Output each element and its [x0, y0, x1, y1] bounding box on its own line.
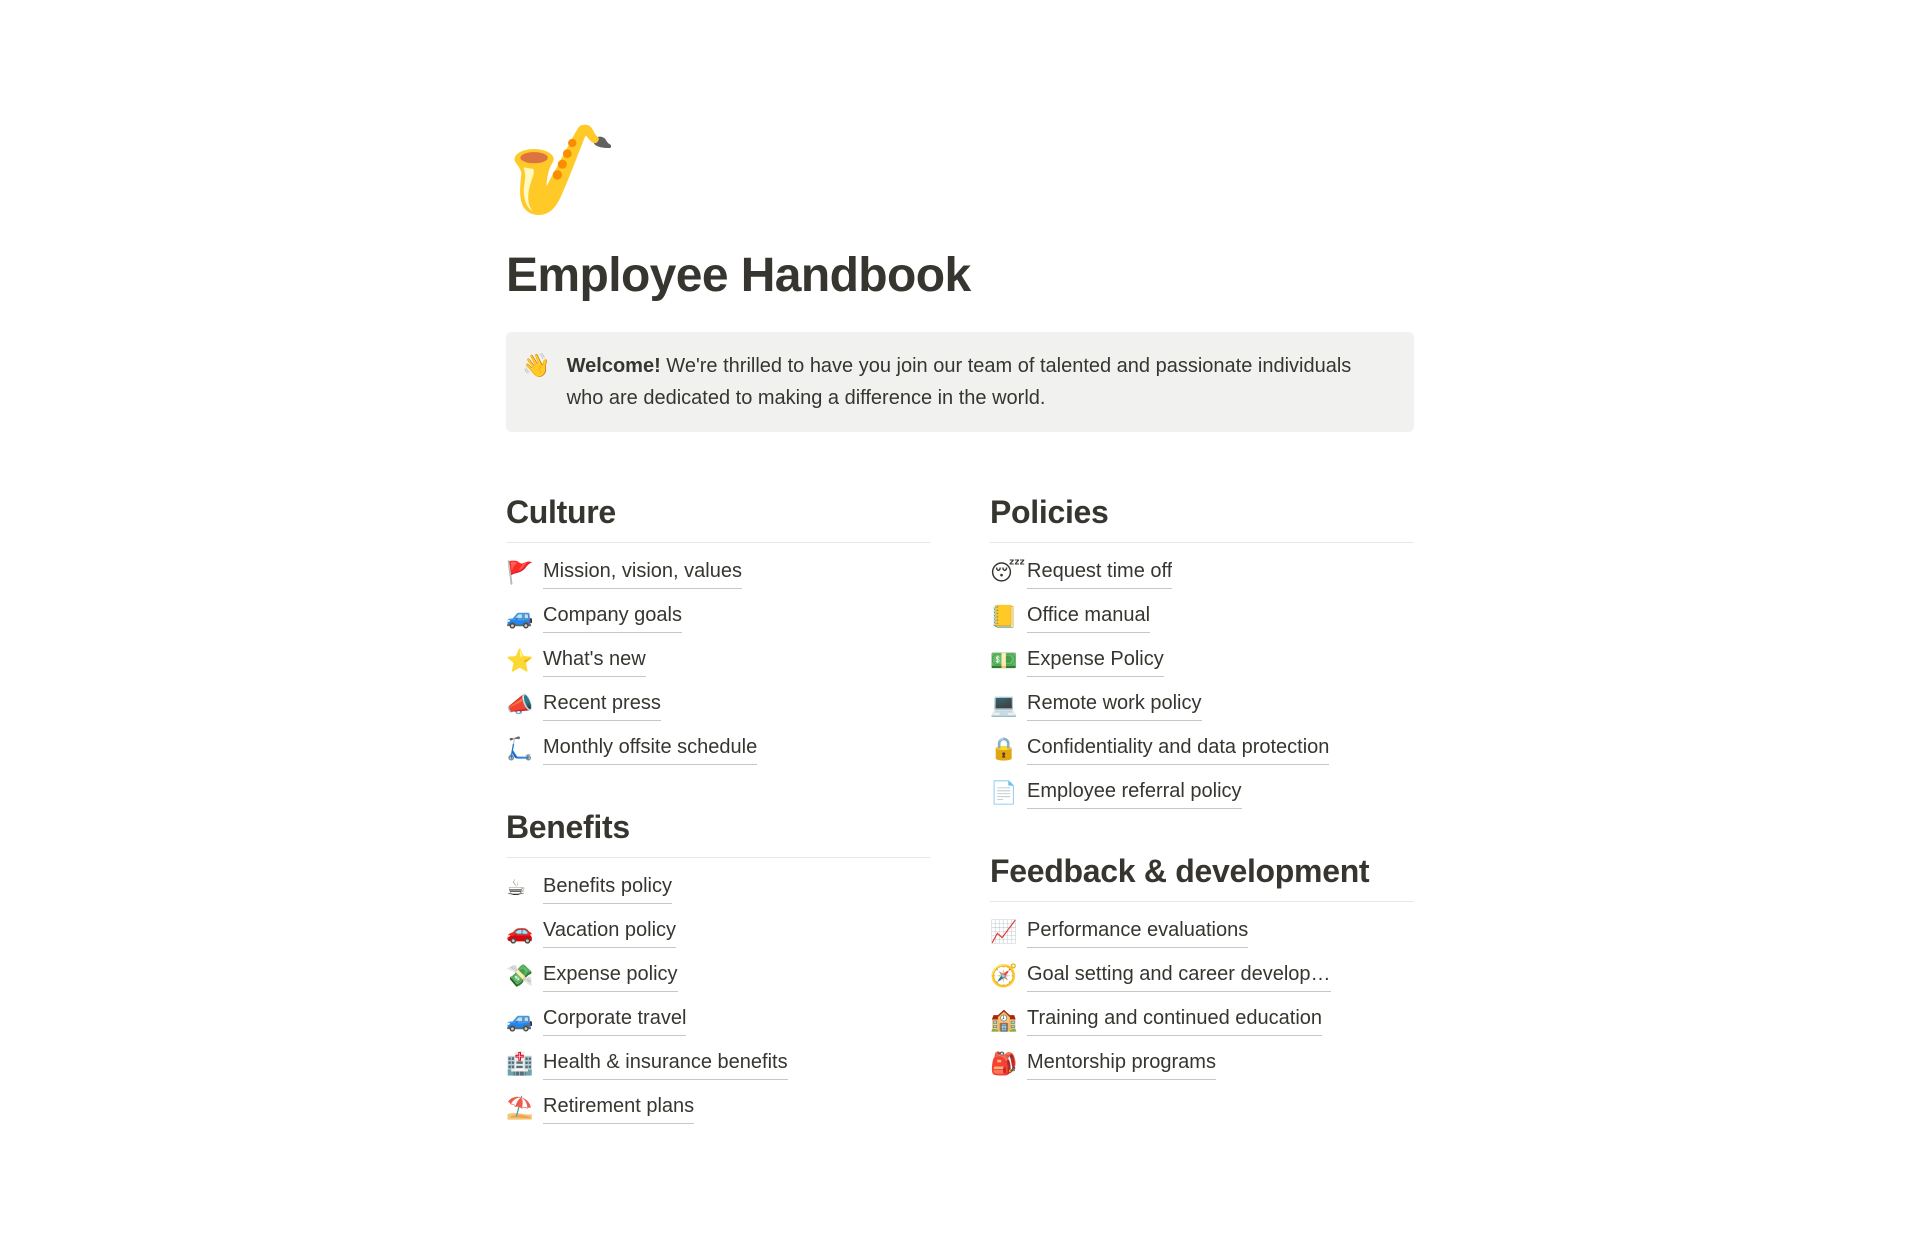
link-label: What's new — [543, 645, 646, 677]
chart-increasing-icon: 📈 — [990, 919, 1018, 945]
right-column — [990, 492, 1414, 1130]
link-label: Company goals — [543, 601, 682, 633]
backpack-icon: 🎒 — [990, 1051, 1018, 1077]
coffee-icon: ☕ — [506, 875, 526, 901]
link-label: Benefits policy — [543, 872, 672, 904]
link-label: Expense policy — [543, 960, 678, 992]
employee-handbook-page — [506, 0, 1414, 1250]
left-column — [506, 492, 930, 1130]
section-title-feedback-development: Feedback & development — [990, 853, 1370, 890]
red-car-icon: 🚗 — [506, 919, 534, 945]
page-title: Employee Handbook — [506, 248, 971, 302]
money-with-wings-icon: 💸 — [506, 963, 534, 989]
link-recent-press[interactable] — [506, 683, 930, 727]
link-corporate-travel[interactable] — [506, 998, 930, 1042]
triangular-flag-icon: 🚩 — [506, 560, 534, 586]
link-label: Recent press — [543, 689, 661, 721]
link-label: Performance evaluations — [1027, 916, 1248, 948]
link-mentorship-programs[interactable] — [990, 1042, 1414, 1086]
link-office-manual[interactable] — [990, 595, 1414, 639]
link-label: Corporate travel — [543, 1004, 686, 1036]
link-vacation-policy[interactable] — [506, 910, 930, 954]
link-mission-vision-values[interactable] — [506, 551, 930, 595]
dollar-banknote-icon: 💵 — [990, 648, 1018, 674]
link-label: Health & insurance benefits — [543, 1048, 788, 1080]
link-confidentiality-and-data-protection[interactable] — [990, 727, 1414, 771]
link-goal-setting-career-development[interactable] — [990, 954, 1414, 998]
lock-icon: 🔒 — [990, 736, 1018, 762]
welcome-callout — [506, 332, 1414, 432]
megaphone-icon: 📣 — [506, 692, 534, 718]
link-label: Training and continued education — [1027, 1004, 1322, 1036]
document-page-icon: 📄 — [990, 780, 1018, 806]
section-divider — [506, 857, 930, 858]
saxophone-icon[interactable]: 🎷 — [508, 120, 618, 219]
link-training-continued-education[interactable] — [990, 998, 1414, 1042]
link-expense-policy[interactable] — [506, 954, 930, 998]
link-label: Office manual — [1027, 601, 1150, 633]
hospital-icon: 🏥 — [506, 1051, 534, 1077]
section-divider — [506, 542, 930, 543]
link-label: Retirement plans — [543, 1092, 694, 1124]
link-label: Vacation policy — [543, 916, 676, 948]
star-icon: ⭐ — [506, 648, 534, 674]
welcome-callout-bold: Welcome! — [566, 355, 661, 378]
link-label: Expense Policy — [1027, 645, 1164, 677]
link-label: Request time off — [1027, 557, 1172, 589]
compass-icon: 🧭 — [990, 963, 1018, 989]
section-culture — [506, 492, 930, 771]
link-label: Goal setting and career develop… — [1027, 960, 1331, 992]
waving-hand-icon: 👋 — [522, 352, 551, 379]
link-company-goals[interactable] — [506, 595, 930, 639]
link-performance-evaluations[interactable] — [990, 910, 1414, 954]
link-retirement-plans[interactable] — [506, 1086, 930, 1130]
sleeping-face-icon: 😴 — [990, 560, 1026, 586]
section-divider — [990, 901, 1414, 902]
section-title-culture: Culture — [506, 494, 616, 531]
section-divider — [990, 542, 1414, 543]
link-employee-referral-policy[interactable] — [990, 771, 1414, 815]
link-monthly-offsite-schedule[interactable] — [506, 727, 930, 771]
kick-scooter-icon: 🛴 — [506, 736, 534, 762]
welcome-callout-body: We're thrilled to have you join our team of talented and passionate individuals who are dedicated to making a difference in the world. — [566, 355, 1352, 410]
link-label: Confidentiality and data protection — [1027, 733, 1329, 765]
link-label: Employee referral policy — [1027, 777, 1242, 809]
blue-car-icon: 🚙 — [506, 1007, 534, 1033]
link-remote-work-policy[interactable] — [990, 683, 1414, 727]
link-health-insurance-benefits[interactable] — [506, 1042, 930, 1086]
link-request-time-off[interactable] — [990, 551, 1414, 595]
link-label: Monthly offsite schedule — [543, 733, 757, 765]
section-title-policies: Policies — [990, 494, 1109, 531]
link-columns — [506, 492, 1414, 1250]
school-icon: 🏫 — [990, 1007, 1018, 1033]
section-policies — [990, 492, 1414, 815]
laptop-icon: 💻 — [990, 692, 1018, 718]
link-whats-new[interactable] — [506, 639, 930, 683]
link-label: Remote work policy — [1027, 689, 1202, 721]
blue-car-icon: 🚙 — [506, 604, 534, 630]
link-expense-policy-2[interactable] — [990, 639, 1414, 683]
section-benefits — [506, 807, 930, 1130]
section-title-benefits: Benefits — [506, 809, 630, 846]
link-benefits-policy[interactable] — [506, 866, 930, 910]
welcome-callout-text — [567, 350, 1390, 414]
ledger-icon: 📒 — [990, 604, 1018, 630]
section-feedback-development — [990, 851, 1414, 1086]
link-label: Mentorship programs — [1027, 1048, 1216, 1080]
beach-umbrella-icon: ⛱️ — [506, 1095, 534, 1121]
link-label: Mission, vision, values — [543, 557, 742, 589]
